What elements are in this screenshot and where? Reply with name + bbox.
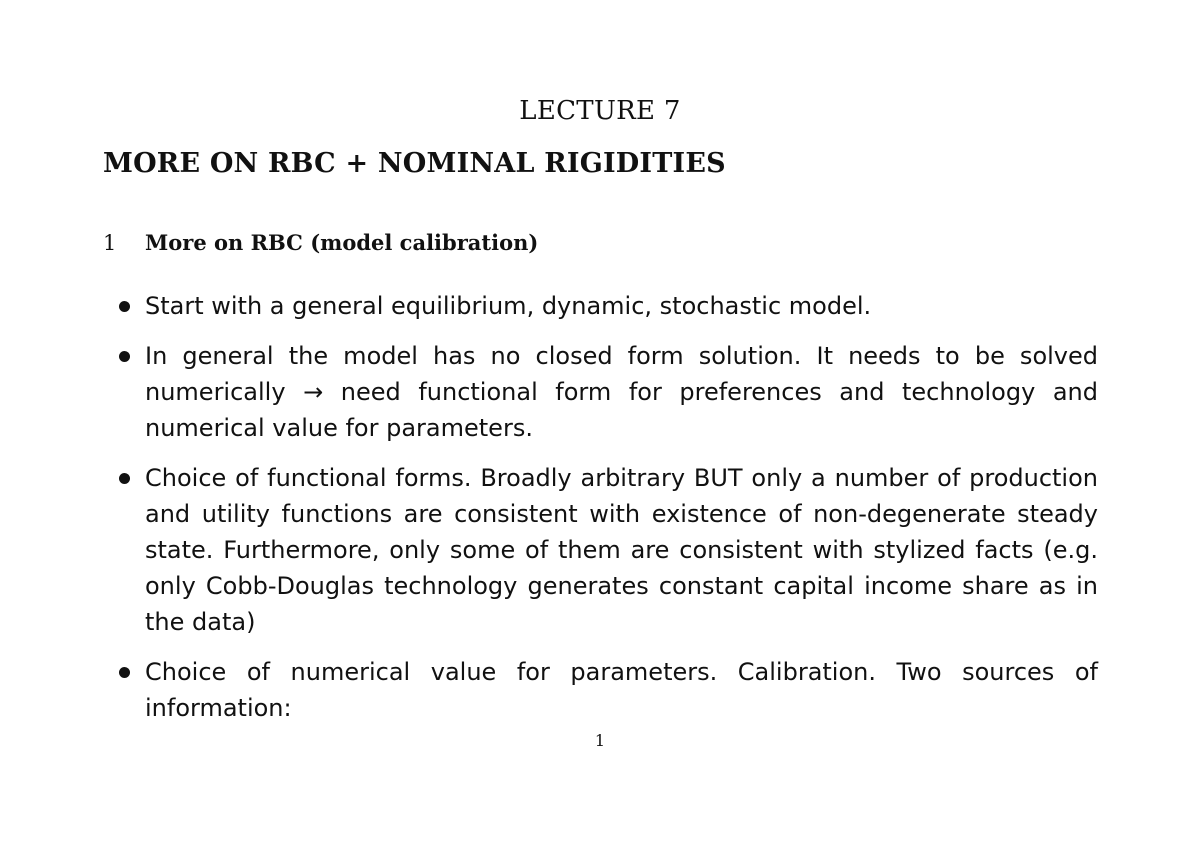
bullet-item [118, 338, 1098, 446]
bullet-item [118, 288, 1098, 324]
page-number: 1 [594, 731, 606, 750]
bullet-icon [119, 301, 130, 312]
bullet-list [118, 288, 1098, 740]
bullet-icon [119, 473, 130, 484]
bullet-text: In general the model has no closed form solution. It needs to be solved numerically → need functional form for preferences and technology and numerical value for parameters. [145, 342, 1098, 442]
bullet-item [118, 460, 1098, 640]
bullet-icon [119, 351, 130, 362]
section-heading [103, 230, 538, 255]
page-title: MORE ON RBC + NOMINAL RIGIDITIES [103, 148, 726, 179]
bullet-item [118, 654, 1098, 726]
bullet-text: Start with a general equilibrium, dynamic, stochastic model. [145, 292, 872, 320]
bullet-text: Choice of functional forms. Broadly arbitrary BUT only a number of production and utility functions are consistent with existence of non-degenerate steady state. Furthermore, only some of them are consistent with stylized facts (e.g. only Cobb-Douglas technology generates constant capital income share as in the data) [145, 464, 1098, 636]
section-title: More on RBC (model calibration) [145, 230, 539, 255]
bullet-icon [119, 667, 130, 678]
bullet-text: Choice of numerical value for parameters. Calibration. Two sources of information: [145, 658, 1098, 722]
section-number: 1 [103, 231, 117, 255]
lecture-number: LECTURE 7 [519, 96, 681, 126]
